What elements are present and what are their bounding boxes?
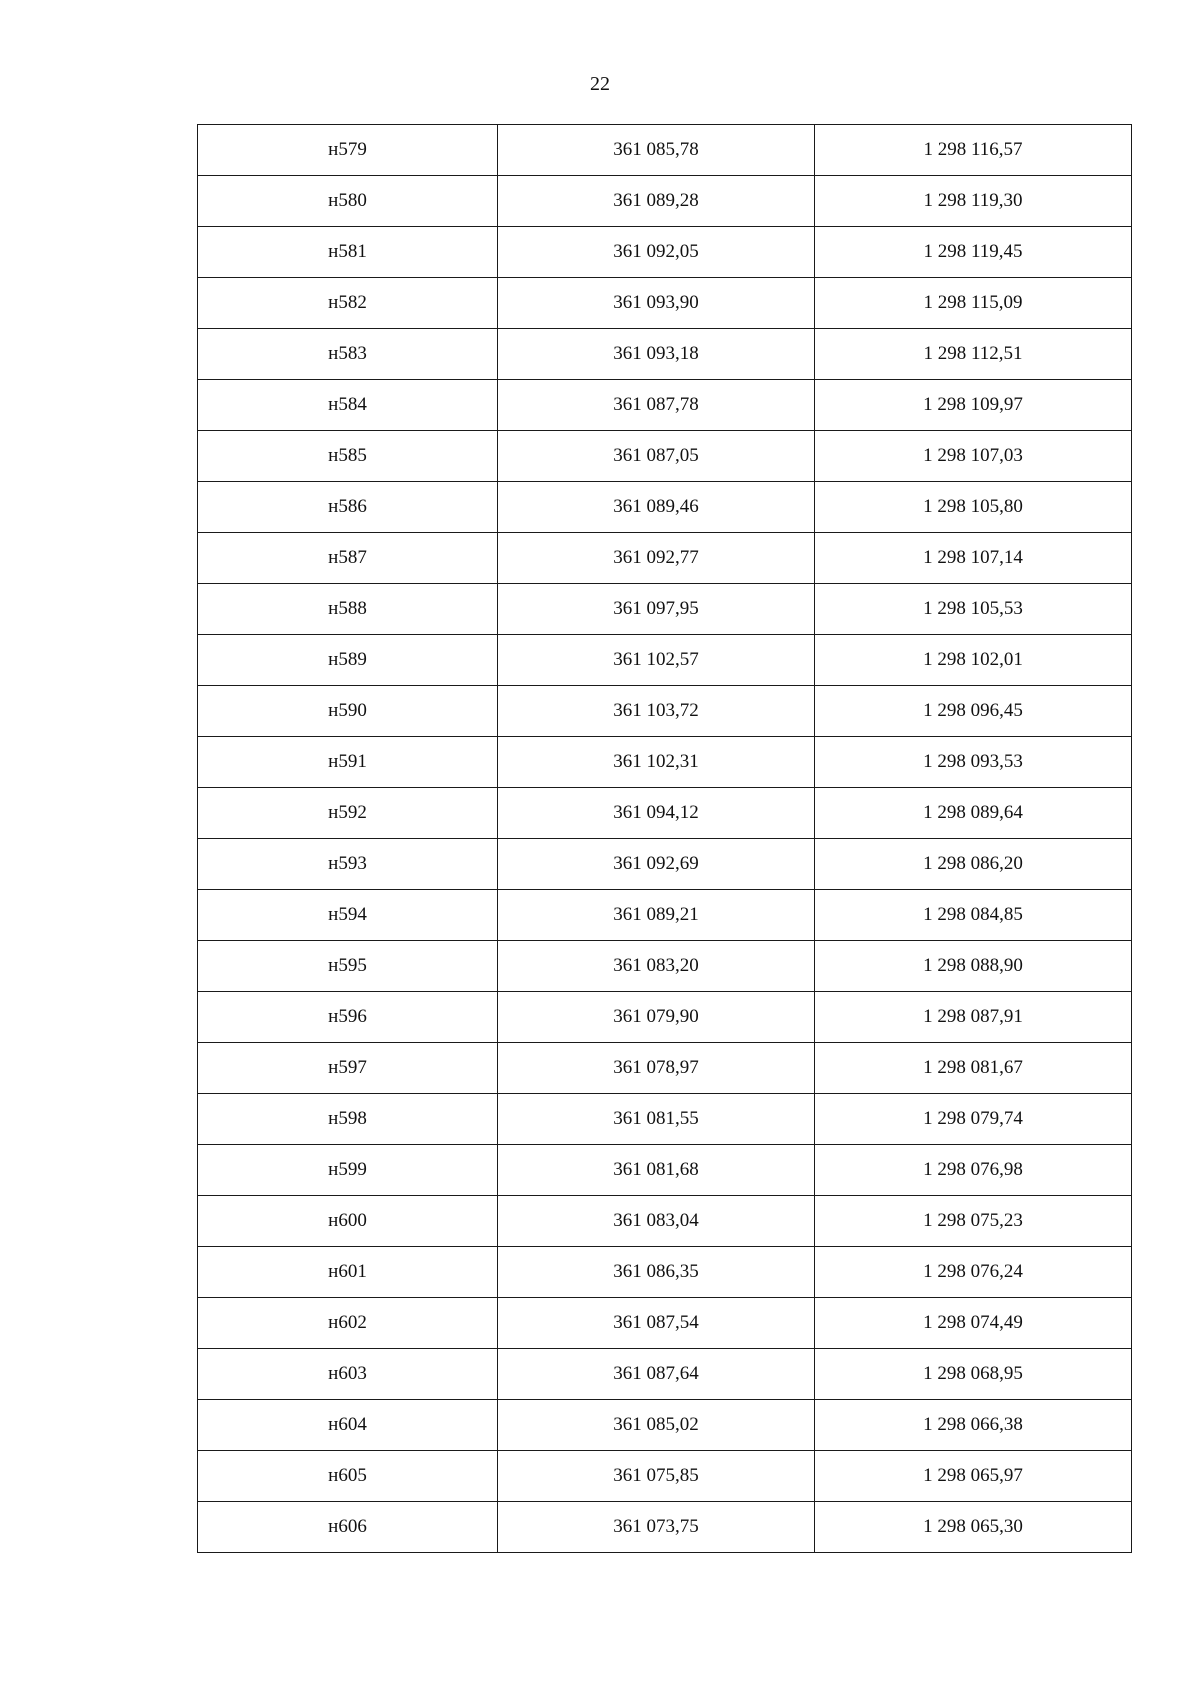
point-id-cell: н600: [198, 1196, 498, 1247]
x-coordinate-cell: 361 092,05: [498, 227, 815, 278]
table-row: [198, 1094, 1132, 1145]
table-row: [198, 686, 1132, 737]
table-row: [198, 176, 1132, 227]
table-row: [198, 1502, 1132, 1553]
point-id-cell: н606: [198, 1502, 498, 1553]
x-coordinate-cell: 361 102,31: [498, 737, 815, 788]
y-coordinate-cell: 1 298 109,97: [815, 380, 1132, 431]
point-id-cell: н603: [198, 1349, 498, 1400]
table-row: [198, 1298, 1132, 1349]
y-coordinate-cell: 1 298 081,67: [815, 1043, 1132, 1094]
y-coordinate-cell: 1 298 119,30: [815, 176, 1132, 227]
y-coordinate-cell: 1 298 112,51: [815, 329, 1132, 380]
y-coordinate-cell: 1 298 066,38: [815, 1400, 1132, 1451]
y-coordinate-cell: 1 298 105,80: [815, 482, 1132, 533]
y-coordinate-cell: 1 298 084,85: [815, 890, 1132, 941]
table-row: [198, 788, 1132, 839]
y-coordinate-cell: 1 298 074,49: [815, 1298, 1132, 1349]
point-id-cell: н589: [198, 635, 498, 686]
point-id-cell: н591: [198, 737, 498, 788]
point-id-cell: н584: [198, 380, 498, 431]
y-coordinate-cell: 1 298 107,14: [815, 533, 1132, 584]
point-id-cell: н604: [198, 1400, 498, 1451]
x-coordinate-cell: 361 089,46: [498, 482, 815, 533]
table-row: [198, 737, 1132, 788]
point-id-cell: н602: [198, 1298, 498, 1349]
point-id-cell: н580: [198, 176, 498, 227]
table-row: [198, 329, 1132, 380]
y-coordinate-cell: 1 298 076,24: [815, 1247, 1132, 1298]
table-row: [198, 278, 1132, 329]
table-row: [198, 533, 1132, 584]
y-coordinate-cell: 1 298 076,98: [815, 1145, 1132, 1196]
table-row: [198, 1451, 1132, 1502]
x-coordinate-cell: 361 092,69: [498, 839, 815, 890]
point-id-cell: н598: [198, 1094, 498, 1145]
y-coordinate-cell: 1 298 065,30: [815, 1502, 1132, 1553]
y-coordinate-cell: 1 298 079,74: [815, 1094, 1132, 1145]
y-coordinate-cell: 1 298 089,64: [815, 788, 1132, 839]
y-coordinate-cell: 1 298 093,53: [815, 737, 1132, 788]
coordinates-table: [197, 124, 1132, 1553]
point-id-cell: н590: [198, 686, 498, 737]
table-row: [198, 941, 1132, 992]
x-coordinate-cell: 361 086,35: [498, 1247, 815, 1298]
point-id-cell: н593: [198, 839, 498, 890]
x-coordinate-cell: 361 089,28: [498, 176, 815, 227]
point-id-cell: н595: [198, 941, 498, 992]
x-coordinate-cell: 361 085,78: [498, 125, 815, 176]
point-id-cell: н583: [198, 329, 498, 380]
x-coordinate-cell: 361 087,54: [498, 1298, 815, 1349]
x-coordinate-cell: 361 079,90: [498, 992, 815, 1043]
point-id-cell: н596: [198, 992, 498, 1043]
y-coordinate-cell: 1 298 102,01: [815, 635, 1132, 686]
table-row: [198, 431, 1132, 482]
x-coordinate-cell: 361 094,12: [498, 788, 815, 839]
y-coordinate-cell: 1 298 107,03: [815, 431, 1132, 482]
point-id-cell: н599: [198, 1145, 498, 1196]
page-number: 22: [590, 73, 610, 95]
point-id-cell: н581: [198, 227, 498, 278]
table-row: [198, 839, 1132, 890]
y-coordinate-cell: 1 298 088,90: [815, 941, 1132, 992]
x-coordinate-cell: 361 097,95: [498, 584, 815, 635]
x-coordinate-cell: 361 087,05: [498, 431, 815, 482]
x-coordinate-cell: 361 093,90: [498, 278, 815, 329]
y-coordinate-cell: 1 298 068,95: [815, 1349, 1132, 1400]
x-coordinate-cell: 361 102,57: [498, 635, 815, 686]
table-row: [198, 890, 1132, 941]
x-coordinate-cell: 361 083,20: [498, 941, 815, 992]
table-row: [198, 1145, 1132, 1196]
point-id-cell: н579: [198, 125, 498, 176]
table-row: [198, 227, 1132, 278]
table-row: [198, 380, 1132, 431]
coordinates-table-body: [198, 125, 1132, 1553]
y-coordinate-cell: 1 298 105,53: [815, 584, 1132, 635]
y-coordinate-cell: 1 298 075,23: [815, 1196, 1132, 1247]
y-coordinate-cell: 1 298 116,57: [815, 125, 1132, 176]
y-coordinate-cell: 1 298 115,09: [815, 278, 1132, 329]
x-coordinate-cell: 361 078,97: [498, 1043, 815, 1094]
table-row: [198, 1247, 1132, 1298]
point-id-cell: н592: [198, 788, 498, 839]
point-id-cell: н601: [198, 1247, 498, 1298]
y-coordinate-cell: 1 298 087,91: [815, 992, 1132, 1043]
table-row: [198, 1349, 1132, 1400]
table-row: [198, 1196, 1132, 1247]
y-coordinate-cell: 1 298 086,20: [815, 839, 1132, 890]
point-id-cell: н605: [198, 1451, 498, 1502]
point-id-cell: н597: [198, 1043, 498, 1094]
point-id-cell: н588: [198, 584, 498, 635]
x-coordinate-cell: 361 081,55: [498, 1094, 815, 1145]
x-coordinate-cell: 361 085,02: [498, 1400, 815, 1451]
x-coordinate-cell: 361 081,68: [498, 1145, 815, 1196]
x-coordinate-cell: 361 075,85: [498, 1451, 815, 1502]
table-row: [198, 992, 1132, 1043]
x-coordinate-cell: 361 089,21: [498, 890, 815, 941]
point-id-cell: н582: [198, 278, 498, 329]
point-id-cell: н587: [198, 533, 498, 584]
y-coordinate-cell: 1 298 065,97: [815, 1451, 1132, 1502]
x-coordinate-cell: 361 083,04: [498, 1196, 815, 1247]
x-coordinate-cell: 361 103,72: [498, 686, 815, 737]
table-row: [198, 635, 1132, 686]
y-coordinate-cell: 1 298 096,45: [815, 686, 1132, 737]
x-coordinate-cell: 361 093,18: [498, 329, 815, 380]
table-row: [198, 584, 1132, 635]
x-coordinate-cell: 361 073,75: [498, 1502, 815, 1553]
x-coordinate-cell: 361 087,64: [498, 1349, 815, 1400]
point-id-cell: н585: [198, 431, 498, 482]
point-id-cell: н594: [198, 890, 498, 941]
y-coordinate-cell: 1 298 119,45: [815, 227, 1132, 278]
table-row: [198, 1043, 1132, 1094]
table-row: [198, 482, 1132, 533]
table-row: [198, 125, 1132, 176]
table-row: [198, 1400, 1132, 1451]
x-coordinate-cell: 361 087,78: [498, 380, 815, 431]
x-coordinate-cell: 361 092,77: [498, 533, 815, 584]
point-id-cell: н586: [198, 482, 498, 533]
